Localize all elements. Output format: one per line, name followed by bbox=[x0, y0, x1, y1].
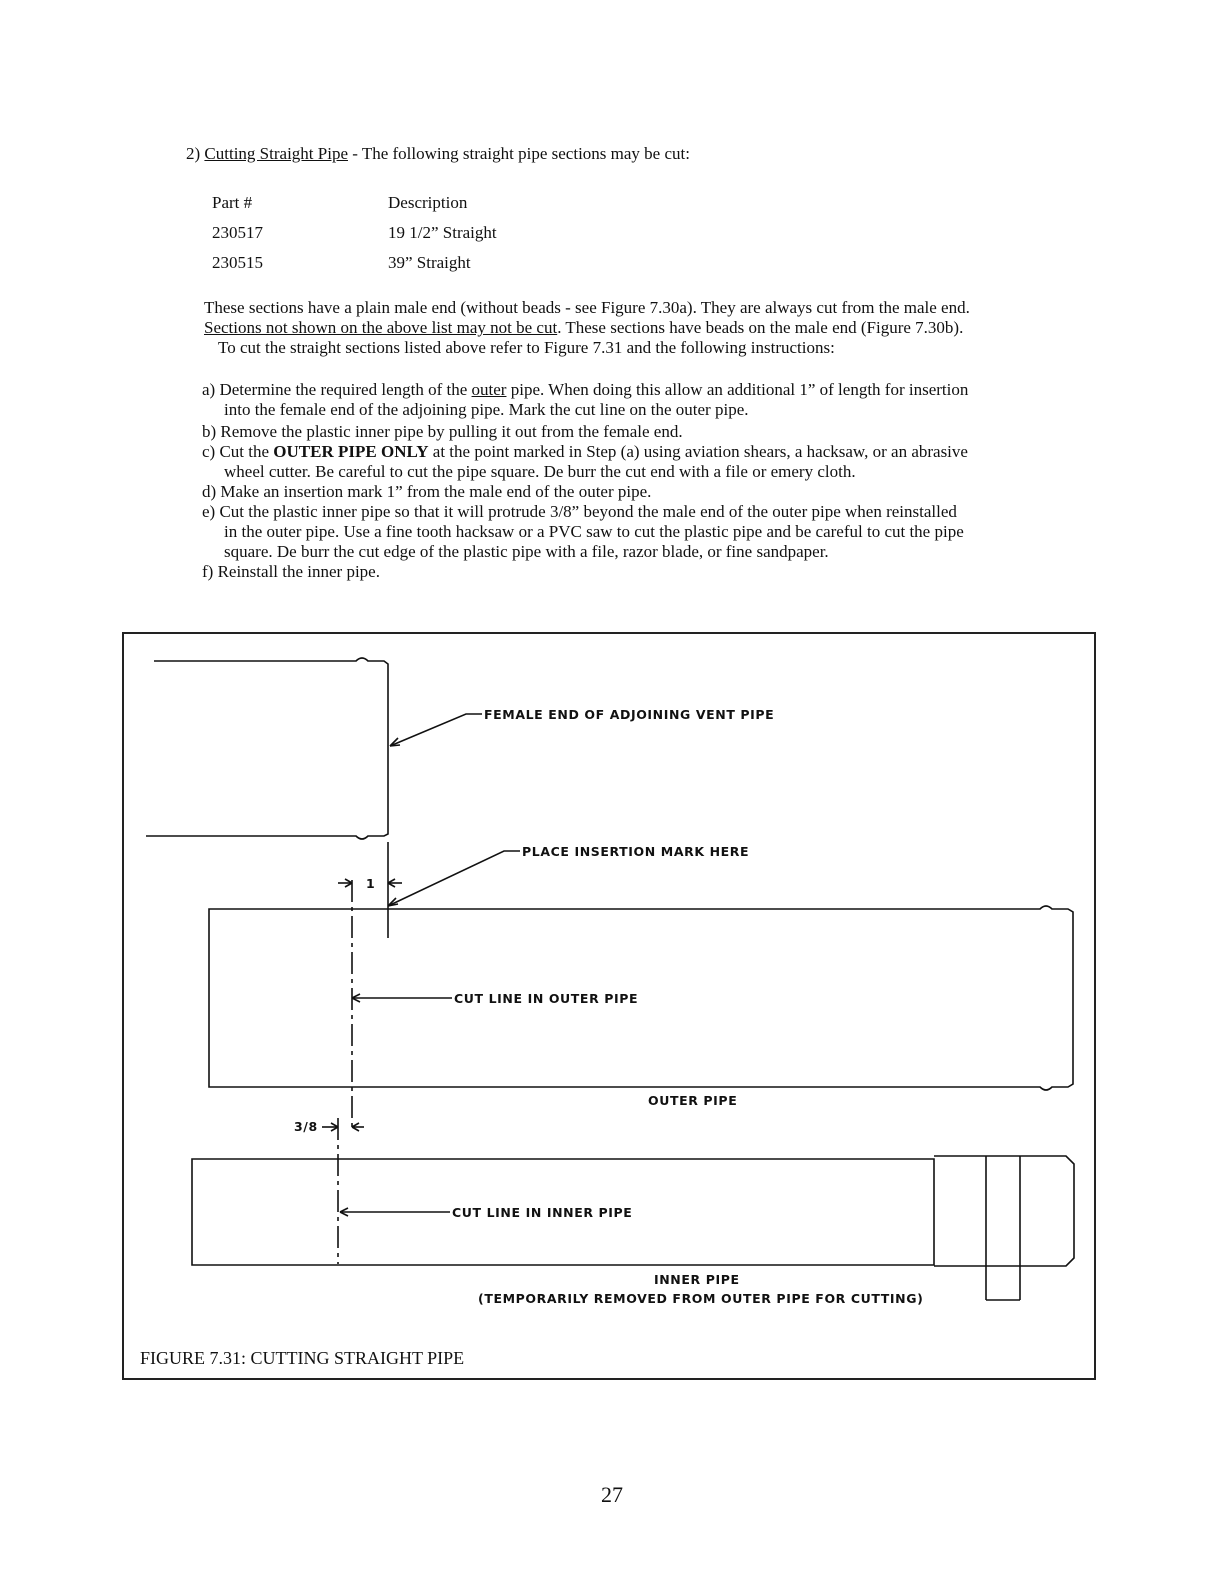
label-outer-pipe: OUTER PIPE bbox=[648, 1093, 738, 1108]
step-emphasis: OUTER PIPE ONLY bbox=[273, 442, 429, 461]
table-cell-part: 230515 bbox=[212, 253, 263, 272]
paragraph-line: These sections have a plain male end (without beads - see Figure 7.30a). They are always cut from the male end. bbox=[204, 298, 970, 317]
step-text: wheel cutter. Be careful to cut the pipe square. De burr the cut end with a file or emery cloth. bbox=[224, 462, 856, 481]
female-pipe-outline bbox=[146, 658, 388, 839]
step-text: a) Determine the required length of the bbox=[202, 380, 472, 399]
table-cell-description: 19 1/2” Straight bbox=[388, 223, 497, 242]
step-text: at the point marked in Step (a) using aviation shears, a hacksaw, or an abrasive bbox=[428, 442, 968, 461]
step-text: square. De burr the cut edge of the plastic pipe with a file, razor blade, or fine sandpaper. bbox=[224, 542, 829, 561]
paragraph-text: . These sections have beads on the male end (Figure 7.30b). bbox=[557, 318, 964, 337]
leader-insertion bbox=[388, 851, 520, 906]
step-text: e) Cut the plastic inner pipe so that it will protrude 3/8” beyond the male end of the outer pipe when reinstalled bbox=[202, 502, 957, 521]
label-insertion-mark: PLACE INSERTION MARK HERE bbox=[522, 844, 750, 859]
table-cell-description: 39” Straight bbox=[388, 253, 471, 272]
label-cut-outer: CUT LINE IN OUTER PIPE bbox=[454, 991, 639, 1006]
step-f: f) Reinstall the inner pipe. bbox=[202, 562, 380, 581]
paragraph-warning: Sections not shown on the above list may not be cut bbox=[204, 318, 558, 337]
step-d: d) Make an insertion mark 1” from the male end of the outer pipe. bbox=[202, 482, 652, 501]
paragraph-line: To cut the straight sections listed above refer to Figure 7.31 and the following instructions: bbox=[218, 338, 835, 357]
step-emphasis: outer bbox=[471, 380, 507, 399]
table-header-description: Description bbox=[388, 193, 468, 212]
section-intro-text: - The following straight pipe sections may be cut: bbox=[347, 144, 690, 163]
step-text: into the female end of the adjoining pipe. Mark the cut line on the outer pipe. bbox=[224, 400, 749, 419]
figure-caption: FIGURE 7.31: CUTTING STRAIGHT PIPE bbox=[140, 1348, 465, 1368]
outer-pipe-outline bbox=[209, 906, 1073, 1090]
table-header-part: Part # bbox=[212, 193, 253, 212]
inner-pipe-bell bbox=[934, 1156, 1074, 1266]
label-cut-inner: CUT LINE IN INNER PIPE bbox=[452, 1205, 633, 1220]
step-text: in the outer pipe. Use a fine tooth hacksaw or a PVC saw to cut the plastic pipe and be careful to cut the pipe bbox=[224, 522, 964, 541]
leader-female bbox=[390, 714, 482, 746]
section-number: 2) bbox=[186, 144, 201, 163]
label-inner-pipe: INNER PIPE bbox=[654, 1272, 740, 1287]
label-female-end: FEMALE END OF ADJOINING VENT PIPE bbox=[484, 707, 775, 722]
step-text: c) Cut the bbox=[202, 442, 274, 461]
label-inner-note: (TEMPORARILY REMOVED FROM OUTER PIPE FOR CUTTING) bbox=[478, 1291, 924, 1306]
label-dim-one: 1 bbox=[366, 876, 376, 891]
page-number: 27 bbox=[601, 1482, 623, 1507]
label-dim-three-eighths: 3/8 bbox=[294, 1119, 318, 1134]
section-heading: Cutting Straight Pipe bbox=[204, 144, 348, 163]
table-cell-part: 230517 bbox=[212, 223, 263, 242]
step-b: b) Remove the plastic inner pipe by pulling it out from the female end. bbox=[202, 422, 683, 441]
step-text: pipe. When doing this allow an additional 1” of length for insertion bbox=[506, 380, 969, 399]
